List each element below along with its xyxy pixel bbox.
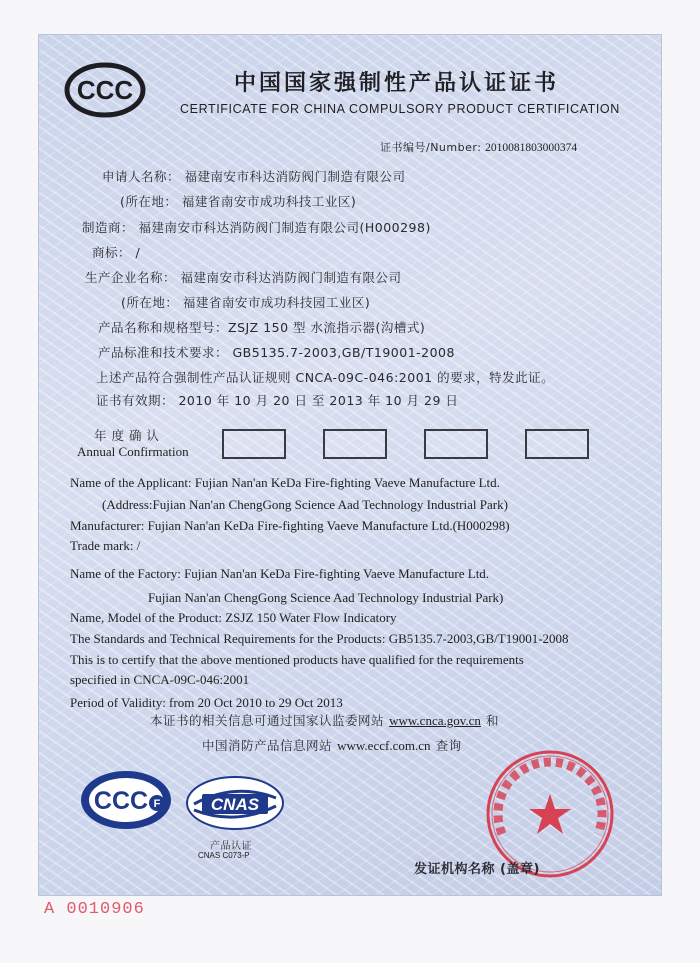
cnas-logo <box>184 774 286 832</box>
cn-factory-address: (所在地： 福建省南安市成功科技园工业区) <box>121 295 371 310</box>
ccc-f-logo <box>78 768 174 832</box>
annual-label-en: Annual Confirmation <box>77 444 189 459</box>
cn-manufacturer: 制造商： 福建南安市科达消防阀门制造有限公司(H000298) <box>82 220 431 235</box>
certificate-number <box>380 139 577 155</box>
ccc-logo-text: CCC <box>76 75 134 105</box>
cn-trademark: 商标： / <box>92 245 141 260</box>
annual-confirmation-box <box>424 429 488 459</box>
cn-validity: 证书有效期： 2010 年 10 月 20 日 至 2013 年 10 月 29 日 <box>96 393 459 408</box>
eccf-website-link[interactable]: www.eccf.com.cn <box>337 738 431 753</box>
cnas-caption-en: CNAS C073-P <box>198 851 250 860</box>
annual-label-cn: 年 度 确 认 <box>94 428 160 443</box>
title-english: CERTIFICATE FOR CHINA COMPULSORY PRODUCT CERTIFICATION <box>180 102 620 116</box>
cn-applicant-address: (所在地： 福建省南安市成功科技工业区) <box>120 194 357 209</box>
info-line-2-tail: 查询 <box>435 738 462 753</box>
annual-confirmation-box <box>323 429 387 459</box>
number-label: 证书编号/Number: <box>380 141 482 154</box>
title-chinese: 中国国家强制性产品认证证书 <box>234 71 560 96</box>
en-applicant-address: (Address:Fujian Nan'an ChengGong Science Aad Technology Industrial Park) <box>102 497 508 512</box>
annual-confirmation-box <box>525 429 589 459</box>
en-certify-line1: This is to certify that the above mentioned products have qualified for the requirements <box>70 652 524 667</box>
ccc-f-logo-sub: F <box>153 798 161 810</box>
en-trademark: Trade mark: / <box>70 538 141 553</box>
issuing-authority: 发证机构名称 (盖章) <box>414 862 540 877</box>
number-value: 2010081803000374 <box>485 142 578 154</box>
info-line-1-tail: 和 <box>486 713 500 728</box>
info-line-1-text: 本证书的相关信息可通过国家认监委网站 <box>150 713 385 728</box>
en-standards: The Standards and Technical Requirements for the Products: GB5135.7-2003,GB/T19001-2008 <box>70 631 569 646</box>
cn-product: 产品名称和规格型号：ZSJZ 150 型 水流指示器(沟槽式) <box>98 320 426 335</box>
cn-standards: 产品标准和技术要求： GB5135.7-2003,GB/T19001-2008 <box>98 345 455 360</box>
serial-number: A 0010906 <box>44 900 145 919</box>
cn-certify: 上述产品符合强制性产品认证规则 CNCA-09C-046:2001 的要求，特发此证。 <box>96 370 555 385</box>
cn-applicant: 申请人名称： 福建南安市科达消防阀门制造有限公司 <box>102 169 406 184</box>
en-product: Name, Model of the Product: ZSJZ 150 Water Flow Indicatory <box>70 610 397 625</box>
en-certify-line2: specified in CNCA-09C-046:2001 <box>70 672 250 687</box>
cnas-logo-text: CNAS <box>210 795 260 814</box>
en-manufacturer: Manufacturer: Fujian Nan'an KeDa Fire-fighting Vaeve Manufacture Ltd.(H000298) <box>70 518 510 533</box>
en-validity: Period of Validity: from 20 Oct 2010 to 29 Oct 2013 <box>70 695 343 710</box>
cnas-caption-cn: 产品认证 <box>210 841 252 852</box>
cn-factory: 生产企业名称： 福建南安市科达消防阀门制造有限公司 <box>85 270 402 285</box>
en-factory: Name of the Factory: Fujian Nan'an KeDa Fire-fighting Vaeve Manufacture Ltd. <box>70 566 490 581</box>
certificate <box>38 34 662 896</box>
annual-confirmation-box <box>222 429 286 459</box>
info-line-2 <box>202 735 462 754</box>
en-applicant: Name of the Applicant: Fujian Nan'an KeDa Fire-fighting Vaeve Manufacture Ltd. <box>70 475 500 490</box>
cnca-website-link[interactable]: www.cnca.gov.cn <box>389 713 481 728</box>
en-factory-address: Fujian Nan'an ChengGong Science Aad Technology Industrial Park) <box>148 590 504 605</box>
ccc-f-logo-text: CCC <box>93 787 149 815</box>
ccc-logo <box>64 62 146 118</box>
info-line-1 <box>150 710 499 729</box>
info-line-2-text: 中国消防产品信息网站 <box>202 738 333 753</box>
